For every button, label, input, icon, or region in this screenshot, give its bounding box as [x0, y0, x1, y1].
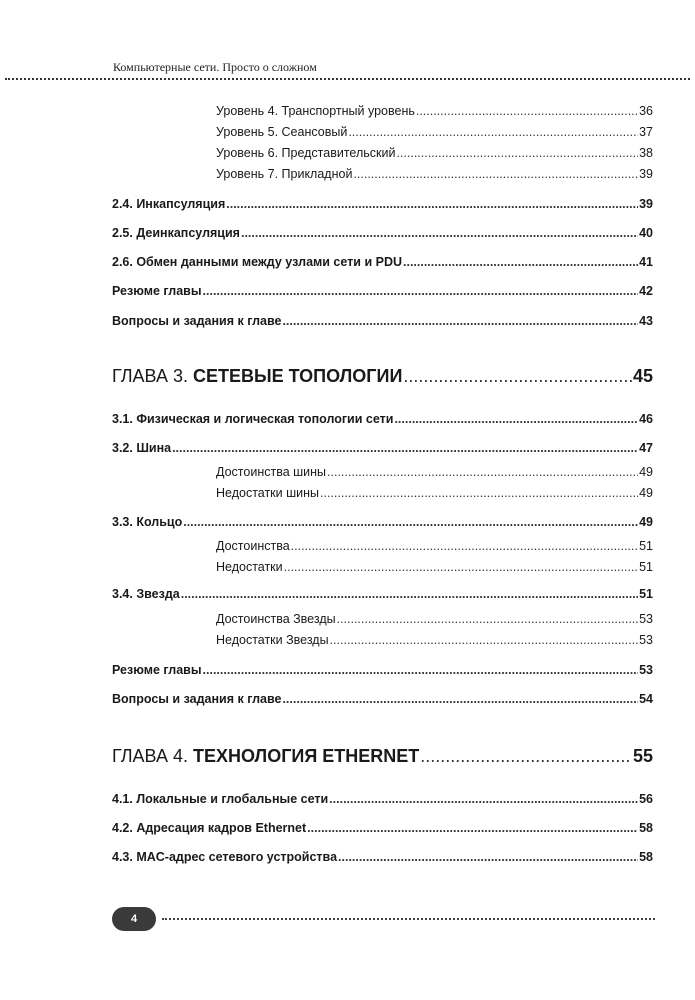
dot-leader	[284, 560, 638, 574]
toc-chapter	[112, 746, 653, 767]
toc-entry-page: 58	[639, 821, 653, 835]
page-number-badge: 4	[112, 907, 156, 931]
toc-entry-title: Уровень 7. Прикладной	[216, 167, 353, 181]
toc-entry	[112, 850, 653, 864]
toc-entry-title: 4.1. Локальные и глобальные сети	[112, 792, 329, 806]
toc-entry-page: 46	[639, 412, 653, 426]
toc-entry-page: 53	[639, 612, 653, 626]
toc-entry-page: 58	[639, 850, 653, 864]
toc-entry	[112, 587, 653, 601]
toc-entry-title: Недостатки шины	[216, 486, 320, 500]
chapter-label: ГЛАВА 4.	[112, 746, 188, 766]
dot-leader	[282, 692, 638, 706]
toc-entry-page: 54	[639, 692, 653, 706]
toc-entry	[112, 125, 653, 139]
toc-entry-page: 53	[639, 663, 653, 677]
dot-leader	[226, 197, 638, 211]
header-divider	[5, 78, 690, 80]
toc-entry-page: 53	[639, 633, 653, 647]
toc-entry-title: Резюме главы	[112, 284, 202, 298]
dot-leader	[396, 146, 638, 160]
dot-leader	[320, 486, 638, 500]
dot-leader	[337, 612, 639, 626]
toc-entry-page: 41	[639, 255, 653, 269]
toc-entry-page: 39	[639, 197, 653, 211]
chapter-page: 45	[632, 366, 653, 386]
dot-leader	[172, 441, 638, 455]
toc-entry	[112, 663, 653, 677]
toc-entry-title: 3.1. Физическая и логическая топологии сети	[112, 412, 394, 426]
toc-entry-page: 49	[639, 465, 653, 479]
toc-entry	[112, 226, 653, 240]
chapter-label: ГЛАВА 3.	[112, 366, 188, 386]
toc-entry-title: Уровень 5. Сеансовый	[216, 125, 348, 139]
toc-entry-title: 3.2. Шина	[112, 441, 172, 455]
dot-leader	[403, 366, 632, 387]
toc-entry	[112, 692, 653, 706]
toc-entry-title: 2.4. Инкапсуляция	[112, 197, 226, 211]
toc-entry-page: 47	[639, 441, 653, 455]
toc-entry-title: Достоинства шины	[216, 465, 327, 479]
dot-leader	[291, 539, 638, 553]
dot-leader	[327, 465, 638, 479]
dot-leader	[241, 226, 638, 240]
toc-entry-page: 43	[639, 314, 653, 328]
toc-entry-page: 40	[639, 226, 653, 240]
dot-leader	[394, 412, 638, 426]
dot-leader	[282, 314, 638, 328]
toc-entry-title: 3.3. Кольцо	[112, 515, 183, 529]
toc-entry-page: 36	[639, 104, 653, 118]
toc-entry-page: 49	[639, 486, 653, 500]
dot-leader	[181, 587, 638, 601]
toc-entry-page: 37	[639, 125, 653, 139]
dot-leader	[416, 104, 638, 118]
toc-entry	[112, 284, 653, 298]
toc-entry-title: 2.5. Деинкапсуляция	[112, 226, 240, 240]
toc-entry-title: Уровень 6. Представительский	[216, 146, 396, 160]
toc-entry-title: 2.6. Обмен данными между узлами сети и PDU	[112, 255, 402, 269]
toc-entry	[112, 515, 653, 529]
toc-chapter	[112, 366, 653, 387]
toc-entry	[112, 314, 653, 328]
footer-divider	[162, 918, 655, 920]
running-head: Компьютерные сети. Просто о сложном	[113, 60, 317, 74]
chapter-page: 55	[632, 746, 653, 766]
toc-entry	[112, 441, 653, 455]
toc-entry	[112, 255, 653, 269]
dot-leader	[307, 821, 638, 835]
toc-entry-title: Недостатки Звезды	[216, 633, 329, 647]
toc-entry	[112, 104, 653, 118]
toc-entry	[112, 612, 653, 626]
toc-entry-title: Достоинства	[216, 539, 290, 553]
toc-entry-title: Вопросы и задания к главе	[112, 692, 282, 706]
toc-entry-page: 39	[639, 167, 653, 181]
toc-entry-page: 51	[639, 539, 653, 553]
toc-entry-title: 4.3. MAC-адрес сетевого устройства	[112, 850, 338, 864]
toc-entry	[112, 821, 653, 835]
dot-leader	[403, 255, 638, 269]
toc-entry-title: Вопросы и задания к главе	[112, 314, 282, 328]
toc-entry	[112, 560, 653, 574]
dot-leader	[329, 792, 638, 806]
toc-entry-title: Достоинства Звезды	[216, 612, 336, 626]
toc-entry	[112, 197, 653, 211]
toc-entry-title: 3.4. Звезда	[112, 587, 180, 601]
toc-entry	[112, 486, 653, 500]
dot-leader	[338, 850, 638, 864]
toc-entry-page: 51	[639, 587, 653, 601]
toc-entry-title: Недостатки	[216, 560, 283, 574]
dot-leader	[183, 515, 638, 529]
dot-leader	[330, 633, 639, 647]
dot-leader	[348, 125, 638, 139]
dot-leader	[353, 167, 638, 181]
toc-entry-title: 4.2. Адресация кадров Ethernet	[112, 821, 307, 835]
toc-entry	[112, 412, 653, 426]
chapter-title: СЕТЕВЫЕ ТОПОЛОГИИ	[193, 366, 403, 386]
toc-entry-page: 42	[639, 284, 653, 298]
toc-entry-page: 49	[639, 515, 653, 529]
toc-entry-title: Уровень 4. Транспортный уровень	[216, 104, 415, 118]
dot-leader	[420, 746, 632, 767]
toc-entry	[112, 792, 653, 806]
toc-entry	[112, 539, 653, 553]
toc-entry-title: Резюме главы	[112, 663, 202, 677]
dot-leader	[203, 663, 639, 677]
toc-entry-page: 38	[639, 146, 653, 160]
dot-leader	[203, 284, 639, 298]
toc-entry	[112, 146, 653, 160]
toc-entry	[112, 167, 653, 181]
toc-entry-page: 51	[639, 560, 653, 574]
chapter-title: ТЕХНОЛОГИЯ ETHERNET	[193, 746, 420, 766]
toc-entry	[112, 465, 653, 479]
toc-entry	[112, 633, 653, 647]
toc-entry-page: 56	[639, 792, 653, 806]
